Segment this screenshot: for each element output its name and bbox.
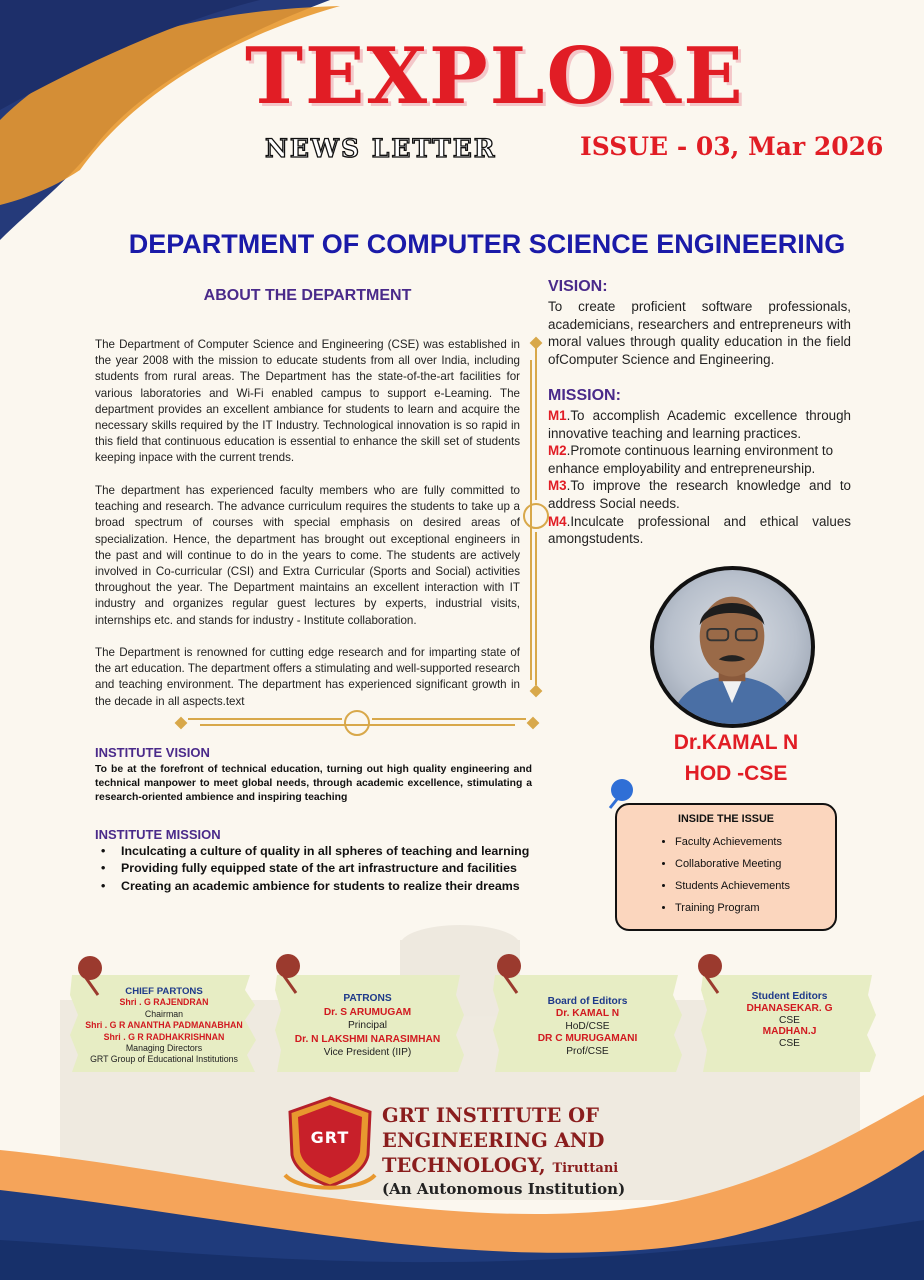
hod-role: HOD -CSE (684, 762, 788, 785)
mission-item: M4.Inculcate professional and ethical values amongstudents. (548, 513, 851, 547)
patrons-card (280, 992, 455, 1060)
card-role: Chairman (144, 1008, 184, 1019)
card-name: Dr. S ARUMUGAM (323, 1006, 412, 1018)
list-item: • Providing fully equipped state of the art infrastructure and facilities (97, 860, 567, 877)
mission-list (548, 407, 851, 548)
newsletter-label: NEWS LETTER (265, 134, 497, 163)
institution-subtitle: (An Autonomous Institution) (382, 1180, 626, 1198)
chief-patrons-card (78, 986, 250, 1066)
card-name: MADHAN.J (762, 1026, 817, 1038)
list-item: • Faculty Achievements (675, 831, 835, 853)
mission-item: enhance employability and entrepreneurship. (548, 460, 816, 476)
inside-issue-box (615, 803, 837, 931)
card-role: HoD/CSE (565, 1020, 610, 1032)
vision-heading: VISION: (548, 278, 608, 295)
card-role: CSE (779, 1038, 800, 1050)
mission-item: M3.To improve the research knowledge and to address Social needs. (548, 478, 851, 511)
list-item: • Students Achievements (675, 875, 835, 897)
institution-name: GRT INSTITUTE OF ENGINEERING AND TECHNOLOGY, Tiruttani (382, 1104, 619, 1177)
student-editors-card (708, 991, 883, 1050)
inside-issue-heading: INSIDE THE ISSUE (678, 813, 774, 825)
about-paragraph: The Department of Computer Science and Engineering (CSE) was established in the year 2008 with the mission to educate students from all over India, including students from rural areas. The Department has the state-of-the-art facilities for various laboratories and Wi-Fi enabled campus to support e-Leaming. The department provides an excellent ambiance for students to learn and acquire the necessary skills required by the IT Industry. Technological innovation is so rapid in this field that continuous education is essential to enhance the skill set of students keeping inpace with the current trends. (95, 338, 520, 465)
mission-tag: M3 (548, 478, 567, 494)
card-name: Shri . G RAJENDRAN (119, 997, 209, 1008)
mission-item: M2.Promote continuous learning environment to (548, 443, 834, 459)
institute-mission-list (97, 843, 567, 895)
card-heading: PATRONS (343, 993, 392, 1004)
list-item: • Inculcating a culture of quality in all spheres of teaching and learning (97, 843, 567, 860)
divider-ornament-horizontal (176, 711, 538, 735)
mission-tag: M1 (548, 408, 567, 423)
card-name: Dr. N LAKSHMI NARASIMHAN (294, 1033, 441, 1045)
logo-letters: GRT (310, 1128, 350, 1147)
list-item: • Creating an academic ambience for students to realize their dreams (97, 878, 567, 895)
department-title: DEPARTMENT OF COMPUTER SCIENCE ENGINEERING (128, 229, 846, 259)
card-heading: Student Editors (751, 991, 828, 1002)
card-org: GRT Group of Educational Institutions (90, 1054, 238, 1065)
mission-tag: M2 (548, 443, 567, 459)
mission-item: M1.To accomplish Academic excellence through innovative teaching and learning practices. (548, 408, 851, 441)
card-role: CSE (779, 1014, 800, 1026)
card-name: DHANASEKAR. G (746, 1002, 833, 1014)
about-heading: ABOUT THE DEPARTMENT (203, 287, 412, 304)
card-name: Shri . G R ANANTHA PADMANABHAN (85, 1020, 243, 1031)
hod-photo (650, 566, 815, 728)
hod-name: Dr.KAMAL N (673, 731, 799, 754)
card-heading: Board of Editors (547, 996, 628, 1007)
institute-vision-heading: INSTITUTE VISION (95, 745, 210, 760)
newsletter-title: TEXPLORE (245, 31, 745, 122)
card-role: Managing Directors (125, 1043, 203, 1054)
vision-text: To create proficient software professionals, academicians, researchers and entrepreneurs with moral values through quality education in the field ofComputer Science and Engineering. (548, 299, 851, 367)
mission-heading: MISSION: (548, 387, 621, 404)
inside-issue-list (617, 831, 835, 919)
list-item: • Training Program (675, 897, 835, 919)
card-role: Vice President (IIP) (323, 1047, 412, 1059)
board-of-editors-card (500, 996, 675, 1058)
about-paragraph: The Department is renowned for cutting edge research and for imparting state of the art education. The department offers a stimulating and well-supported research and teaching environment. The department has experienced significant growth in the decade in all aspects.text (95, 646, 520, 708)
card-heading: CHIEF PARTONS (125, 986, 203, 997)
card-role: Prof/CSE (566, 1045, 609, 1057)
mission-tag: M4 (548, 513, 567, 529)
card-role: Principal (347, 1020, 388, 1032)
card-name: Dr. KAMAL N (555, 1008, 620, 1020)
card-name: DR C MURUGAMANI (537, 1033, 638, 1045)
about-paragraph: The department has experienced faculty members who are fully committed to teaching and research. The advance curriculum requires the students to take up a broad spectrum of courses with special emphasis on desired areas of specialization. Hence, the department has brought out exceptional engineers in the past and will continue to do in the years to come. The students are actively involved in Co-curricular (CSI) and Extra Curricular (Sports and Social) activities throughout the year. The Department maintains an excellent interaction with IT industry and organizes regular guest lectures by experts, industrial visits, internships etc. and stands for industry - Institute collaboration. (95, 484, 520, 627)
card-name: Shri . G R RADHAKRISHNAN (103, 1031, 225, 1042)
list-item: • Collaborative Meeting (675, 853, 835, 875)
institute-vision-text: To be at the forefront of technical education, turning out high quality engineering and technical manpower to meet global needs, through academic excellence, stimulating a research-oriented ambience and inspiring teaching (95, 764, 532, 803)
divider-ornament-vertical (524, 338, 548, 696)
institute-mission-heading: INSTITUTE MISSION (95, 827, 221, 842)
issue-label: ISSUE - 03, Mar 2026 (580, 132, 884, 161)
